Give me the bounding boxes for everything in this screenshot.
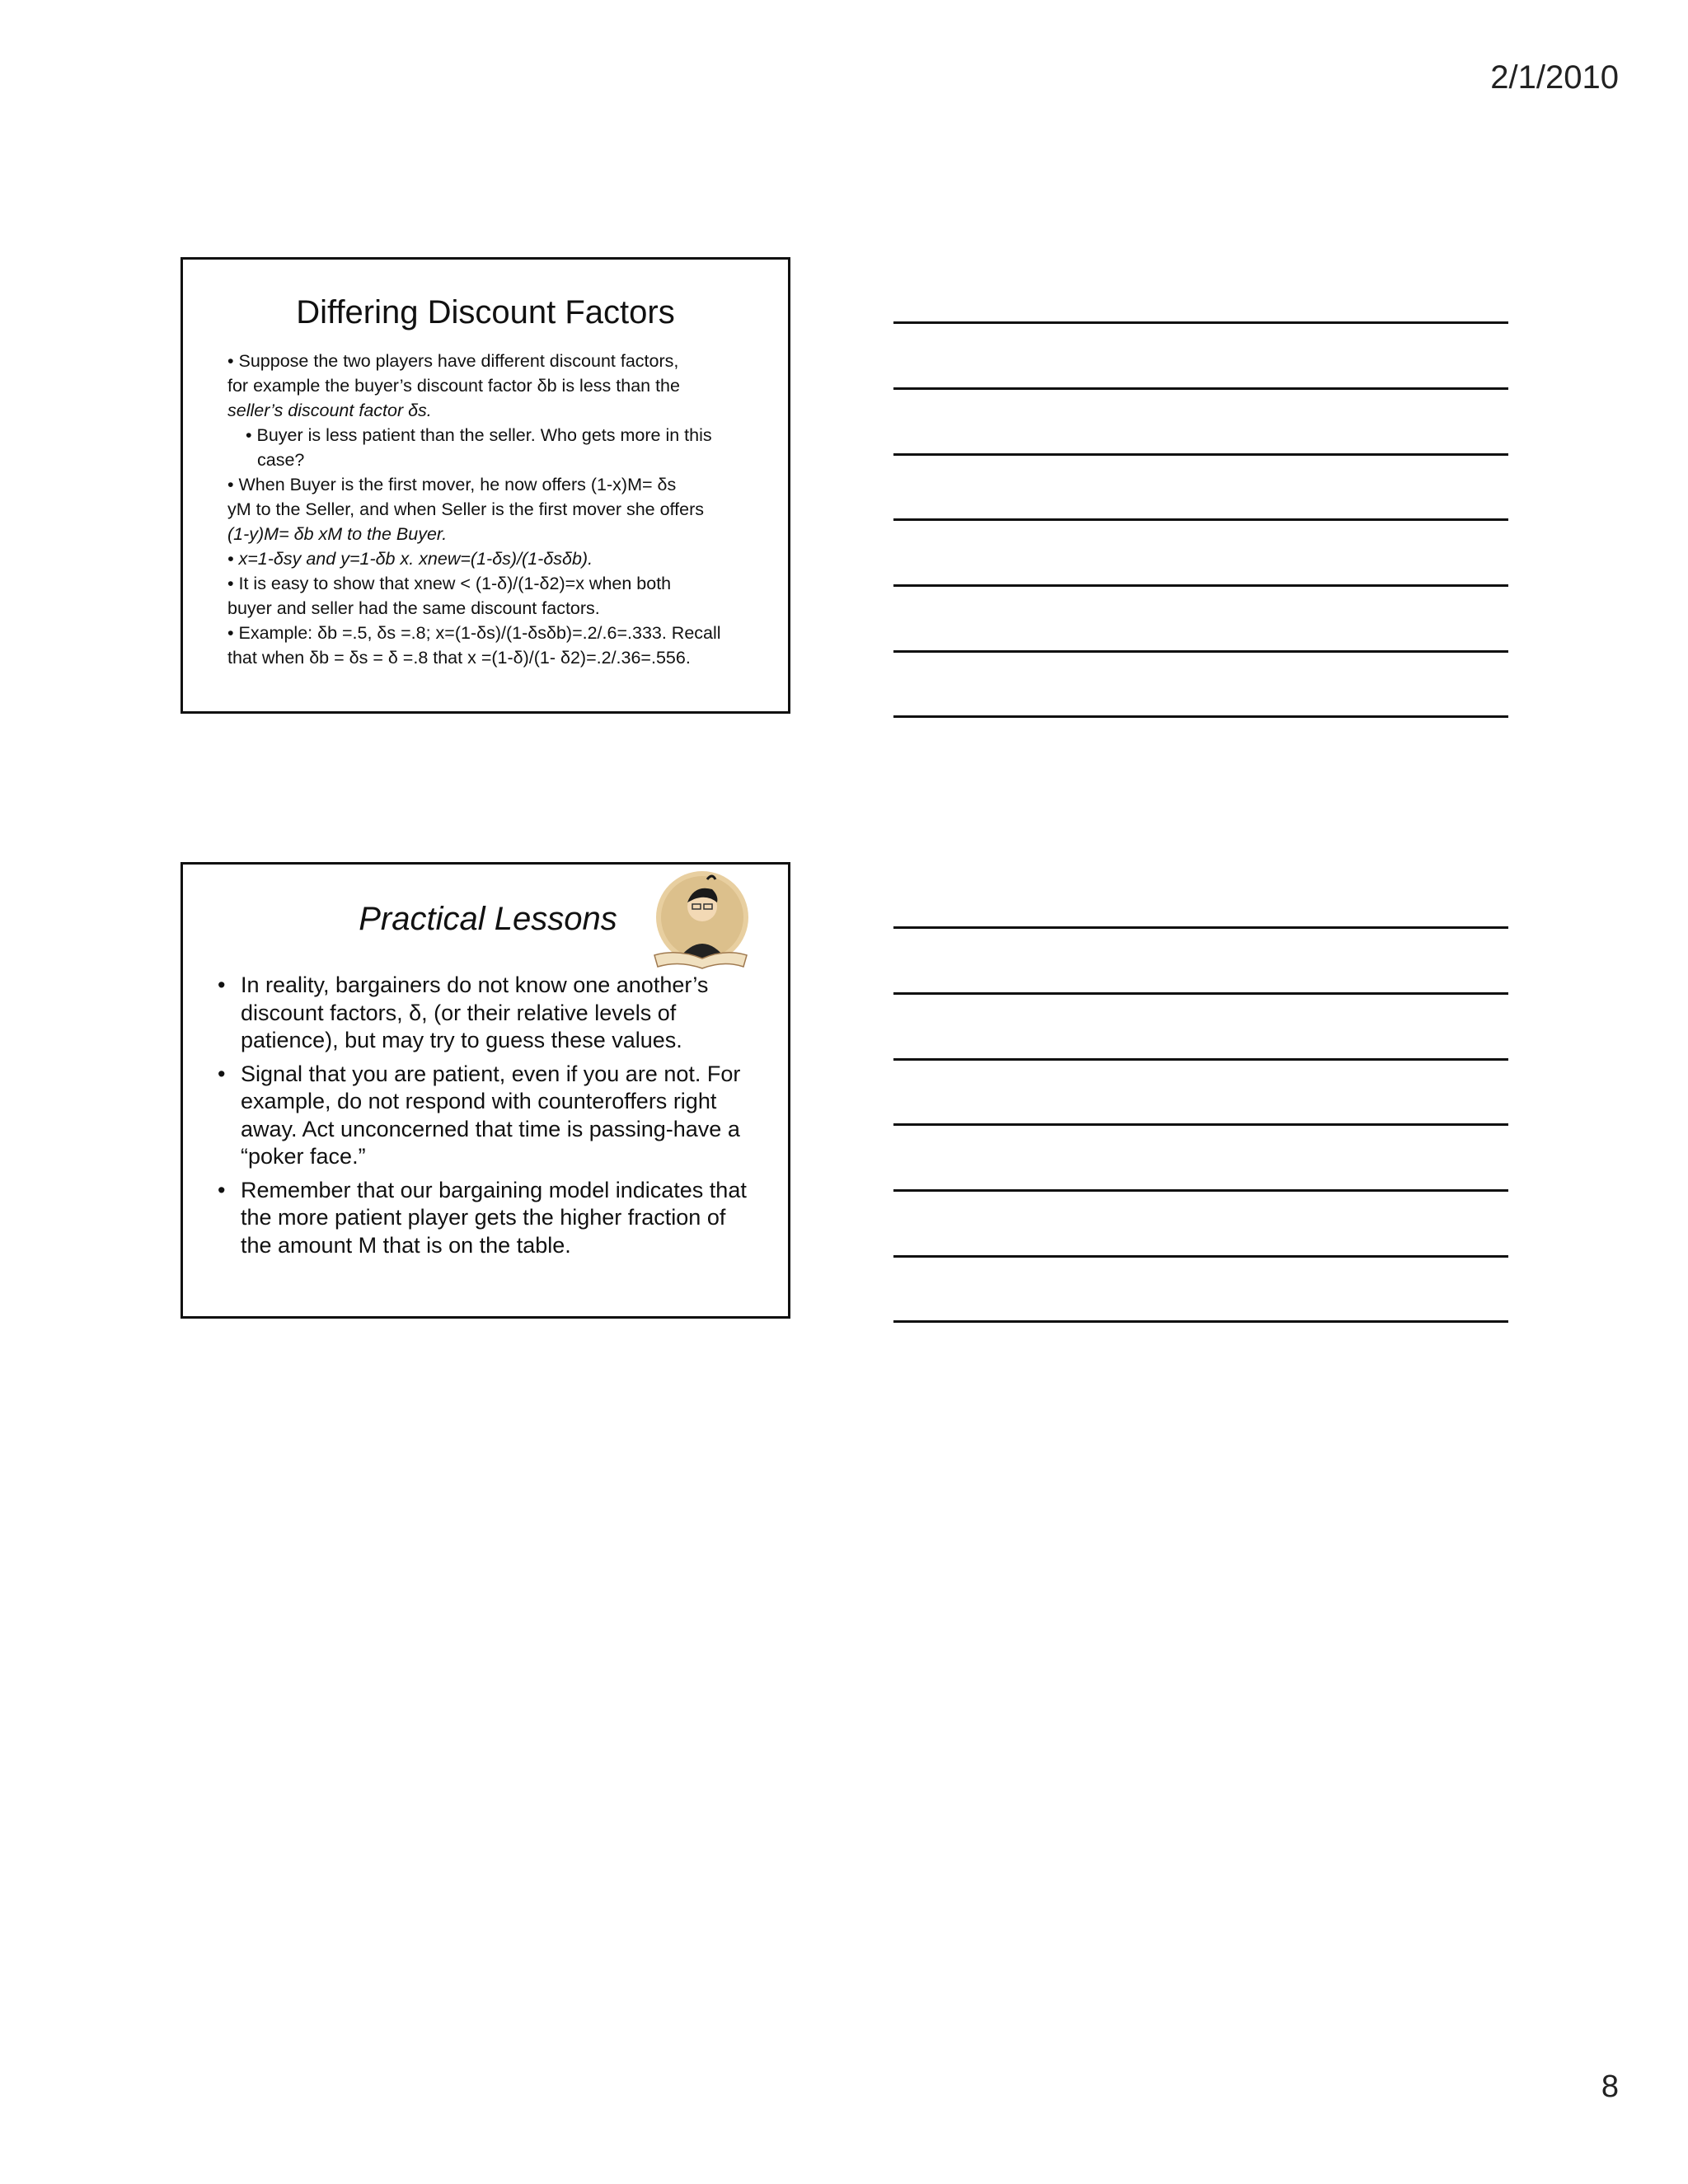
body-line: (1-y)M= δb xM to the Buyer. <box>227 524 448 544</box>
note-line <box>893 650 1508 653</box>
thinking-person-icon <box>645 869 752 972</box>
body-line: • It is easy to show that xnew < (1-δ)/(1-δ2)=x when both <box>227 574 672 593</box>
bullet-item: • Signal that you are patient, even if you are not. For example, do not respond with counteroffers right away. Act unconcerned that time is passing-have a “poker face.” <box>216 1061 760 1171</box>
note-line <box>893 387 1508 390</box>
note-line <box>893 584 1508 587</box>
note-line <box>893 1255 1508 1258</box>
note-line <box>893 1189 1508 1192</box>
body-line: • When Buyer is the first mover, he now offers (1-x)M= δs <box>227 475 677 494</box>
note-line <box>893 453 1508 456</box>
note-line <box>893 321 1508 324</box>
note-line <box>893 1320 1508 1323</box>
body-line: that when δb = δs = δ =.8 that x =(1-δ)/(1- δ2)=.2/.36=.556. <box>227 648 691 668</box>
header-date: 2/1/2010 <box>1490 59 1619 96</box>
slide-practical-lessons <box>181 862 790 1319</box>
note-line <box>893 926 1508 929</box>
note-line <box>893 518 1508 521</box>
body-line: • x=1-δsy and y=1-δb x. xnew=(1-δs)/(1-δsδb). <box>227 549 593 569</box>
body-line: for example the buyer’s discount factor δb is less than the <box>227 376 680 396</box>
body-line: • Buyer is less patient than the seller. Who gets more in this case? <box>246 425 712 470</box>
slide-body <box>227 349 747 670</box>
slide-title: Differing Discount Factors <box>296 294 675 330</box>
bullet-item: • Remember that our bargaining model indicates that the more patient player gets the higher fraction of the amount M that is on the table. <box>216 1177 760 1260</box>
body-line: • Example: δb =.5, δs =.8; x=(1-δs)/(1-δsδb)=.2/.6=.333. Recall <box>227 623 721 643</box>
body-line: seller’s discount factor δs. <box>227 401 432 420</box>
note-line <box>893 715 1508 718</box>
body-line: buyer and seller had the same discount factors. <box>227 598 600 618</box>
note-line <box>893 992 1508 995</box>
slide-differing-discount-factors <box>181 257 790 714</box>
slide-title: Practical Lessons <box>359 901 617 937</box>
bullet-list <box>216 972 760 1265</box>
page-number: 8 <box>1601 2069 1619 2104</box>
body-line: yM to the Seller, and when Seller is the first mover she offers <box>227 499 704 519</box>
bullet-item: • In reality, bargainers do not know one another’s discount factors, δ, (or their relative levels of patience), but may try to guess these values. <box>216 972 760 1055</box>
note-line <box>893 1123 1508 1126</box>
note-line <box>893 1058 1508 1061</box>
body-line: • Suppose the two players have different discount factors, <box>227 351 679 371</box>
